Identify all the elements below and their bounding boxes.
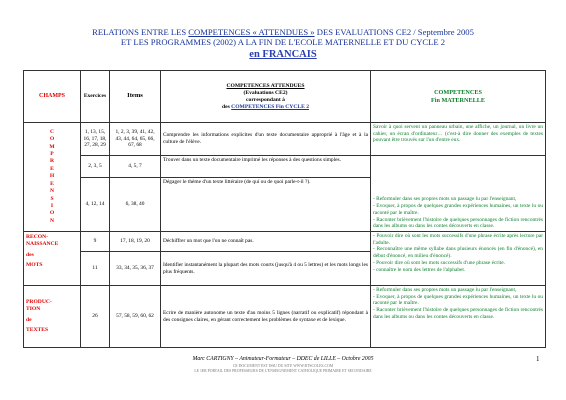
exercices-cell: 4, 12, 14 — [81, 178, 110, 232]
title-part-c: DES EVALUATIONS CE2 / Septembre 2005 — [314, 27, 474, 37]
maternelle-item: - Reconnaître une même syllabe dans plusieurs énoncés (en fin d'énoncé), en début d'énoncé, en milieu d'énoncé). — [373, 246, 543, 260]
maternelle-item: - connaître le nom des lettres de l'alphabet. — [373, 266, 466, 273]
title-part-a: RELATIONS ENTRE LES — [92, 27, 189, 37]
header-champs: CHAMPS — [24, 71, 81, 123]
competence-cell: Dégager le thème d'un texte littéraire (de qui ou de quoi parle-t-il ?). — [161, 178, 371, 232]
fm-line1: COMPETENCES — [434, 88, 482, 96]
document-title-line1 — [0, 27, 566, 37]
champ-letter: I — [50, 202, 54, 209]
header-items: Items — [110, 71, 161, 123]
champ-line: MOTS — [26, 262, 43, 269]
champ-production — [24, 286, 81, 348]
maternelle-cell — [371, 232, 546, 286]
exercices-cell: 2, 3, 5 — [81, 156, 110, 178]
items-cell: 57, 58, 59, 60, 62 — [110, 286, 161, 348]
competence-cell: Déchiffrer un mot que l'on ne connaît pas. — [161, 232, 371, 252]
document-title-line2: ET LES PROGRAMMES (2002) A LA FIN DE L'ECOLE MATERNELLE ET DU CYCLE 2 — [120, 37, 446, 47]
header-competences-attendues — [161, 71, 371, 123]
footer-author: Marc CARTIGNY – Animateur-Formateur – DDEC de LILLE – Octobre 2005 — [192, 356, 374, 362]
champ-line: NAISSANCE — [26, 241, 59, 248]
fm-line2: Fin MATERNELLE — [430, 96, 486, 104]
maternelle-cell: Savoir à quoi servent un panneau urbain, une affiche, un journal, un livre un cahier, un écran d'ordinateur… (c'est-à dire donner des exemples de textes pouvant être trouvés sur l'un d'entre eux. — [371, 123, 546, 156]
title-part-b: COMPETENCES « ATTENDUES » — [188, 27, 315, 37]
header-fin-maternelle — [371, 71, 546, 123]
maternelle-item: - Evoquer, à propos de quelques grandes expériences humaines, un texte lu ou raconté par le maître. — [373, 203, 543, 216]
competence-cell: Trouver dans un texte documentaire imprimé les réponses à des questions simples. — [161, 156, 371, 178]
maternelle-item: - Reformuler dans ses propres mots un passage lu par l'enseignant, — [373, 287, 517, 293]
competence-cell: Identifier instantanément la plupart des mots courts (jusqu'à 4 ou 5 lettres) et les mots longs les plus fréquents. — [161, 252, 371, 286]
champ-line: TEXTES — [26, 326, 49, 333]
competences-table — [23, 70, 546, 348]
table-row — [24, 232, 546, 252]
footer-note — [0, 364, 566, 374]
ca-line4b: COMPETENCES Fin CYCLE 2 — [231, 103, 310, 110]
competence-cell: Ecrire de manière autonome un texte d'au moins 5 lignes (narratif ou explicatif) répondant à des consignes claires, en gérant correctement les problèmes de syntaxe et de lexique. — [161, 286, 371, 348]
footer-note-line2: LE 1ER PORTAIL DES PROFESSEURS DE L'ENSEIGNEMENT CATHOLIQUE PRIMAIRE ET SECONDAIRE — [194, 369, 372, 373]
champ-letter: N — [49, 188, 55, 195]
competence-cell: Comprendre les informations explicites d'un texte documentaire approprié à l'âge et à la culture de l'élève. — [161, 123, 371, 156]
items-cell: 1, 2, 3, 39, 41, 42, 43, 44, 64, 65, 66, 67, 68 — [110, 123, 161, 156]
champ-letter: H — [49, 173, 55, 180]
maternelle-cell — [371, 286, 546, 348]
champ-letter: E — [50, 180, 54, 187]
ca-line3: correspondant à — [246, 96, 285, 103]
ca-line4a: des — [221, 103, 232, 110]
document-subject: en FRANCAIS — [249, 49, 317, 60]
exercices-cell: 11 — [81, 252, 110, 286]
items-cell: 17, 18, 19, 20 — [110, 232, 161, 252]
table-row — [24, 286, 546, 348]
champ-line: de — [26, 316, 32, 323]
champ-reconnaissance — [24, 232, 81, 286]
page-number: 1 — [536, 355, 540, 363]
items-cell: 33, 34, 35, 36, 37 — [110, 252, 161, 286]
ca-line1: COMPETENCES ATTENDUES — [226, 82, 305, 89]
exercices-cell: 9 — [81, 232, 110, 252]
maternelle-cell — [371, 156, 546, 232]
champ-line: TION — [26, 306, 41, 313]
champ-letter: R — [49, 158, 55, 165]
header-exercices: Exercices — [81, 71, 110, 123]
table-header-row — [24, 71, 546, 123]
champ-letter: S — [50, 195, 54, 202]
maternelle-item: - Raconter brièvement l'histoire de quelques personnages de fiction rencontrés dans les albums ou dans les contes découverts en classe. — [373, 216, 543, 230]
exercices-cell: 1, 13, 15, 16, 17, 18, 27, 28, 29 — [81, 123, 110, 156]
maternelle-item: - Pouvoir dire où sont les mots successifs d'une phrase écrite après lecture par l'adulte. — [373, 233, 543, 246]
table-row — [24, 123, 546, 156]
footer-note-line1: CE DOCUMENT EST ISSU DU SITE WWW.BTSCOLES.COM — [232, 364, 334, 368]
champ-letter: O — [49, 136, 55, 143]
champ-letter: P — [50, 151, 54, 158]
ca-line2: (Evaluations CE2) — [243, 89, 288, 96]
ca-line4 — [163, 104, 368, 111]
champ-comprehension — [24, 123, 81, 232]
maternelle-item: - Pouvoir dire où sont les mots successifs d'une phrase écrite. — [373, 259, 505, 266]
champ-letter: E — [50, 165, 54, 172]
items-cell: 6, 38, 40 — [110, 178, 161, 232]
champ-letter: M — [49, 143, 55, 150]
champ-line: RECON- — [26, 234, 49, 240]
maternelle-item: - Evoquer, à propos de quelques grandes expériences humaines, un texte lu ou raconté par le maître. — [373, 293, 543, 307]
maternelle-item: - Raconter brièvement l'histoire de quelques personnages de fiction rencontrés dans les albums ou dans les contes découverts en classe. — [373, 307, 543, 320]
champ-letter: N — [49, 217, 55, 224]
exercices-cell: 26 — [81, 286, 110, 348]
champ-letter: O — [49, 210, 55, 217]
champ-line: des — [26, 251, 34, 258]
table-row — [24, 156, 546, 178]
champ-line: PRODUC- — [26, 298, 52, 305]
champ-letter: C — [49, 128, 55, 135]
maternelle-item: - Reformuler dans ses propres mots un passage lu par l'enseignant, — [373, 196, 517, 203]
items-cell: 4, 5, 7 — [110, 156, 161, 178]
